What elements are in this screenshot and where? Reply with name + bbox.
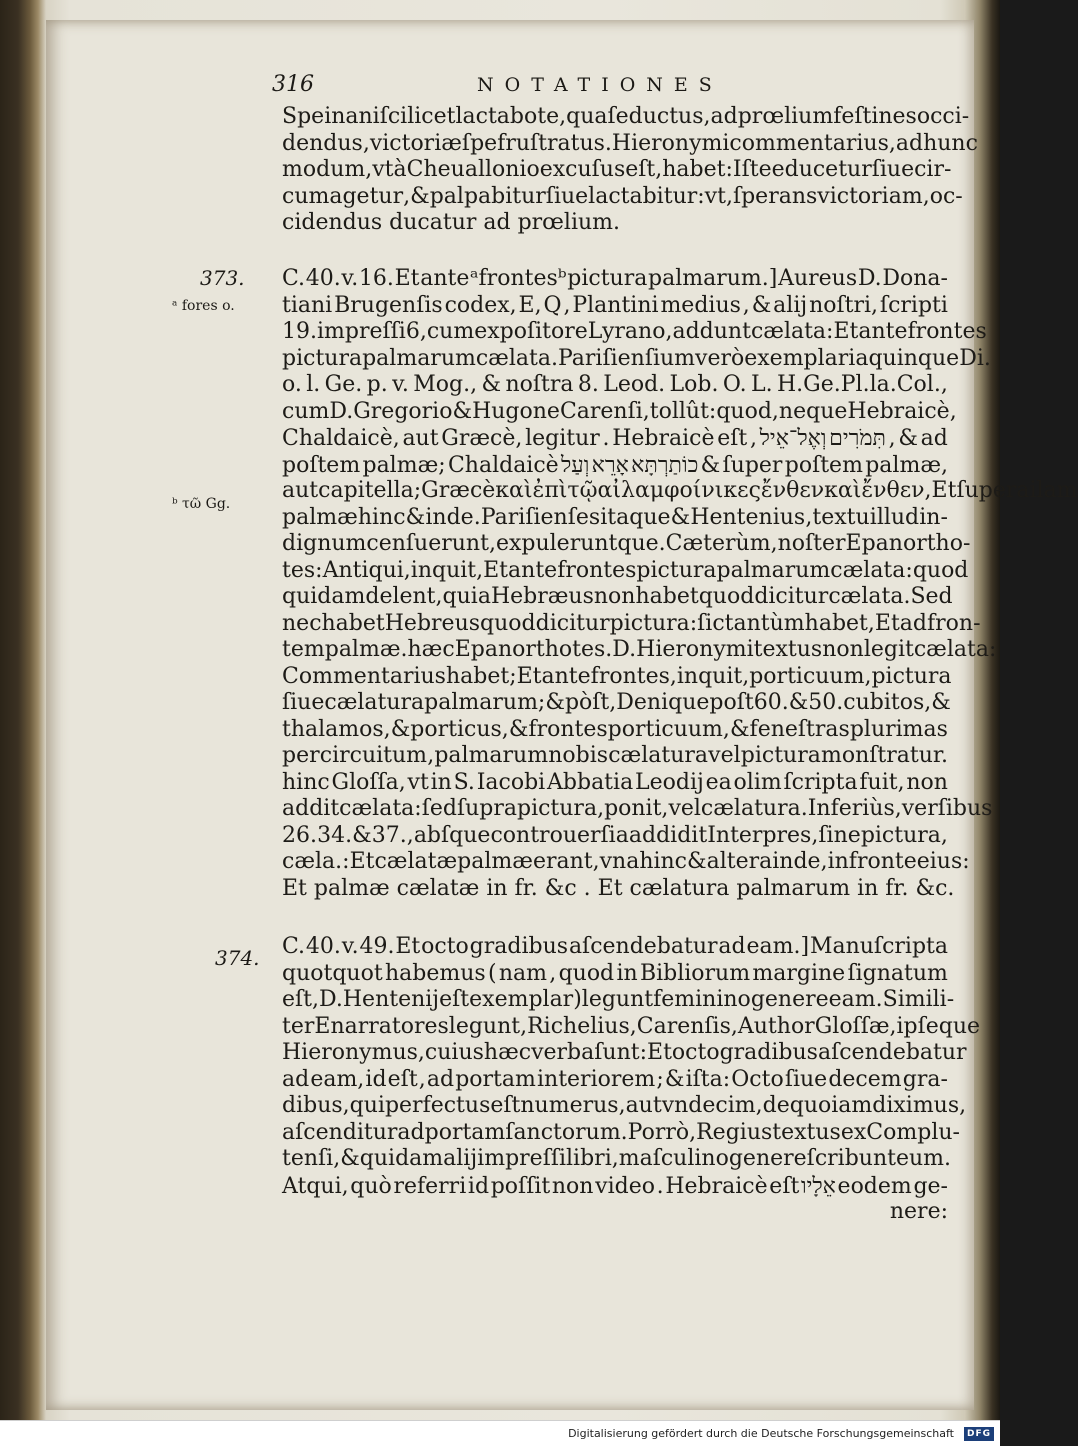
text-line: addit cælata: ſed ſupra pictura, ponit, vel cælatura. Inferiùs, verſibus: [282, 796, 993, 821]
text-line: ſiue cælatura palmarum; & pòſt, Denique poſt 60. & 50. cubitos, &: [282, 690, 951, 715]
text-line: Commentarius habet; Et ante frontes, inquit, porticuum, pictura: [282, 663, 952, 689]
text-line: dendus, victoriæ ſpe fruſtratus. Hieronymi commentarius, ad hunc: [282, 130, 978, 156]
footer-bar: [0, 1420, 1000, 1446]
text-line: 26 . 34. & 37., abſque controuerſia addidit Interpres, ſine pictura,: [282, 822, 948, 848]
text-line: per circuitum , palmarum nobis cælatura vel pictura monſtratur.: [282, 743, 948, 768]
text-line: aſcenditur ad portam ſanctorum. Porrò, Regius textus ex Complu-: [282, 1119, 960, 1145]
text-line: Et palmæ cælatæ in fr. &c . Et cælatura palmarum in fr. &c.: [282, 875, 955, 901]
text-line: cumagetur , & palpabitur ſiue lactabitur : vt , ſperans victoriam, oc-: [282, 183, 963, 209]
dfg-logo: DFG: [964, 1427, 994, 1441]
text-line: cum D. Gregorio & Hugone Carenſi, tollût:quod, neque Hebraicè,: [282, 398, 957, 424]
text-line: ter Enarratores legunt, Richelius, Carenſis, Author Gloſſæ, ipſeque: [282, 1013, 981, 1039]
text-line: eſt, D. Hentenij eſt exemplar ) legunt feminino genere eam. Simili-: [282, 987, 955, 1012]
text-line: hinc Gloſſa, vt in S. Iacobi Abbatia Leodij ea olim ſcripta fuit, non: [282, 769, 948, 795]
text-line: 19. impreſſi 6 , cum expoſitore Lyrano, addunt cælata : Et ante frontes: [282, 319, 987, 344]
text-line: C. 40. v. 16. Et ante ᵃfrontesᵇ pictura palmarum.] Aureus D. Dona-: [282, 266, 948, 291]
text-line: quidam delent, quia Hebræus non habet quod dicitur cælata . Sed: [282, 584, 953, 609]
text-line: C. 40. v. 49. Et octo gradibus aſcendebatur ad eam.] Manuſcripta: [282, 934, 948, 959]
note-373-number: 373.: [200, 266, 245, 290]
page-header: [272, 72, 952, 106]
footer-credit: Digitalisierung gefördert durch die Deutsche Forschungsgemeinschaft: [568, 1427, 954, 1440]
note-373-margin-note-b: ᵇ τῶ Gg.: [172, 496, 231, 512]
page-number: 316: [272, 72, 314, 97]
text-line: o. l. Ge. p. v. Mog., & noſtra 8. Leod. Lob. O. L. H.Ge.Pl.la.Col.,: [282, 372, 948, 397]
text-line: tenſi, & quidam alij impreſſi libri , maſculino genere ſcribunt eum.: [282, 1146, 951, 1171]
note-374-number: 374.: [215, 946, 260, 970]
text-line: thalamos, & porticus, & frontes porticuum, & feneſtras plurimas: [282, 716, 948, 742]
note-373-margin-note-a: ᵃ fores o.: [172, 298, 235, 314]
text-line: dibus, qui perfectus eſt numerus, aut vndecim, de quo iam diximus,: [282, 1093, 967, 1118]
text-line: quotquot habemus ( nam , quod in Bibliorum margine ſignatum: [282, 960, 948, 986]
text-line: dignum cenſuerunt , expuleruntque . Cæterùm , noſter Epanortho-: [282, 531, 971, 556]
text-line: pictura palmarum cælata. Pariſienſium verò exemplaria quinque Di.: [282, 345, 991, 371]
text-line: ad eam, id eſt , ad portam interiorem ; & iſta: Octo ſiue decem gra-: [282, 1066, 948, 1092]
text-line: Atqui, quò referri id poſſit non video . Hebraicè eſt אֵלָיו eodem ge-: [282, 1173, 948, 1199]
text-line: tem palmæ. hæc Epanorthotes. D. Hieronymi textus non legit cælata:: [282, 637, 997, 662]
text-line: Hieronymus , cuius hæc verba ſunt : Et octo gradibus aſcendebatur: [282, 1040, 967, 1065]
text-line: aut capitella; Græcè καὶ ἐπὶ τῷ αἰλαμ φοίνικες ἔνθεν καὶ ἔνθεν, Et ſuper ailam: [282, 478, 1078, 503]
text-line: tiani Brugenſis codex, E, Q , Plantini medius , & alij noſtri, ſcripti: [282, 292, 948, 318]
running-head: NOTATIONES: [477, 74, 723, 96]
text-line: modum , vt à Cheuallonio excuſus eſt, habet: Iſte educetur ſiue cir-: [282, 157, 952, 182]
text-line: cæla. : Et cælatæ palmæ erant, vna hinc & altera inde, in fronte eius:: [282, 849, 970, 874]
text-line: Spe inani ſcilicet lactabo te, qua ſeductus, ad prœlium feſtines occi-: [282, 104, 970, 129]
text-line: palmæ hinc & inde . Pariſienſes itaque & Hentenius , textu illud in-: [282, 504, 948, 530]
text-line: poſtem palmæ; Chaldaicè וְעַל אָרֵא כוֹתַרְתָּא & ſuper poſtem palmæ,: [282, 452, 948, 478]
text-line: cidendus ducatur ad prœlium.: [282, 210, 621, 235]
text-line: nec habet Hebreus quod dicitur pictura: ſic tantùm habet, Et ad fron-: [282, 610, 981, 636]
text-line: tes: Antiqui , inquit, Et ante frontes pictura palmarum cælata: quod: [282, 557, 969, 583]
text-line: nere:: [889, 1199, 948, 1224]
text-line: Chaldaicè, aut Græcè, legitur . Hebraicè eſt , וְאֶל־אֵיל תִּמֹרִים , & ad: [282, 426, 948, 451]
